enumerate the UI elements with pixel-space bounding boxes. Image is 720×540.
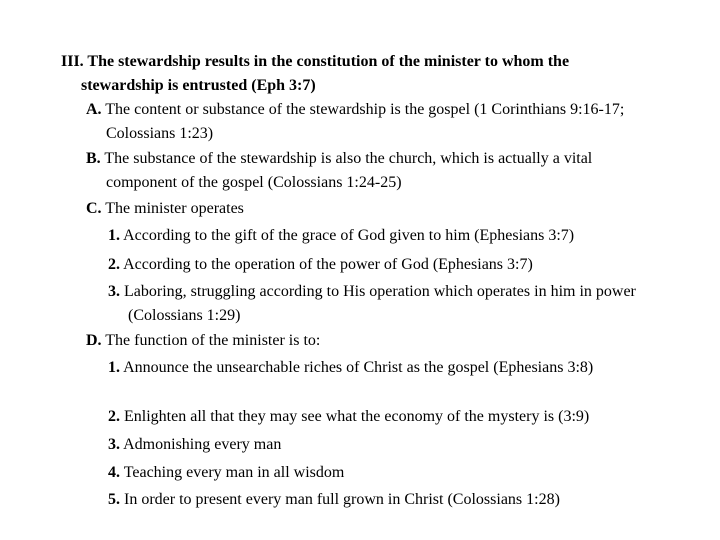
item-text: Admonishing every man: [123, 436, 282, 453]
item-text: The function of the minister is to:: [105, 332, 321, 349]
item-text: According to the operation of the power of God (Ephesians 3:7): [123, 256, 533, 273]
item-text: According to the gift of the grace of God given to him (Ephesians 3:7): [123, 227, 575, 244]
outline-item-c2: [108, 253, 668, 277]
item-text: The content or substance of the stewardship is the gospel (1 Corinthians 9:16-17; Colossians 1:23): [105, 101, 625, 142]
item-text: Laboring, struggling according to His operation which operates in him in power (Colossians 1:29): [124, 283, 636, 324]
item-number: A.: [86, 101, 102, 118]
outline-item-c1: [108, 224, 668, 248]
item-number: III.: [61, 53, 84, 70]
outline-item-d3: [108, 433, 668, 457]
outline-item-c: [86, 197, 666, 221]
item-text: Enlighten all that they may see what the economy of the mystery is (3:9): [124, 408, 590, 425]
item-text: Announce the unsearchable riches of Christ as the gospel (Ephesians 3:8): [123, 359, 594, 376]
outline-item-d5: [108, 488, 668, 512]
item-number: 1.: [108, 359, 120, 376]
item-number: 3.: [108, 436, 120, 453]
item-text: Teaching every man in all wisdom: [123, 464, 345, 481]
item-number: B.: [86, 150, 101, 167]
item-text: The substance of the stewardship is also the church, which is actually a vital component of the gospel (Colossians 1:24-25): [104, 150, 593, 191]
outline-item-d2: [108, 405, 668, 429]
item-number: 4.: [108, 464, 120, 481]
item-text: In order to present every man full grown in Christ (Colossians 1:28): [124, 491, 560, 508]
outline-item-d4: [108, 461, 668, 485]
outline-item-iii: [61, 50, 651, 98]
outline-item-c3: [108, 280, 668, 328]
item-number: 5.: [108, 491, 120, 508]
outline-item-a: [86, 98, 666, 146]
item-number: D.: [86, 332, 102, 349]
item-number: C.: [86, 200, 102, 217]
item-number: 1.: [108, 227, 120, 244]
item-text: The stewardship results in the constitution of the minister to whom the stewardship is entrusted (Eph 3:7): [81, 53, 570, 94]
item-number: 2.: [108, 256, 120, 273]
outline-item-d: [86, 329, 666, 353]
outline-item-b: [86, 147, 666, 195]
outline-item-d1: [108, 356, 668, 380]
item-number: 2.: [108, 408, 120, 425]
item-text: The minister operates: [105, 200, 244, 217]
item-number: 3.: [108, 283, 120, 300]
